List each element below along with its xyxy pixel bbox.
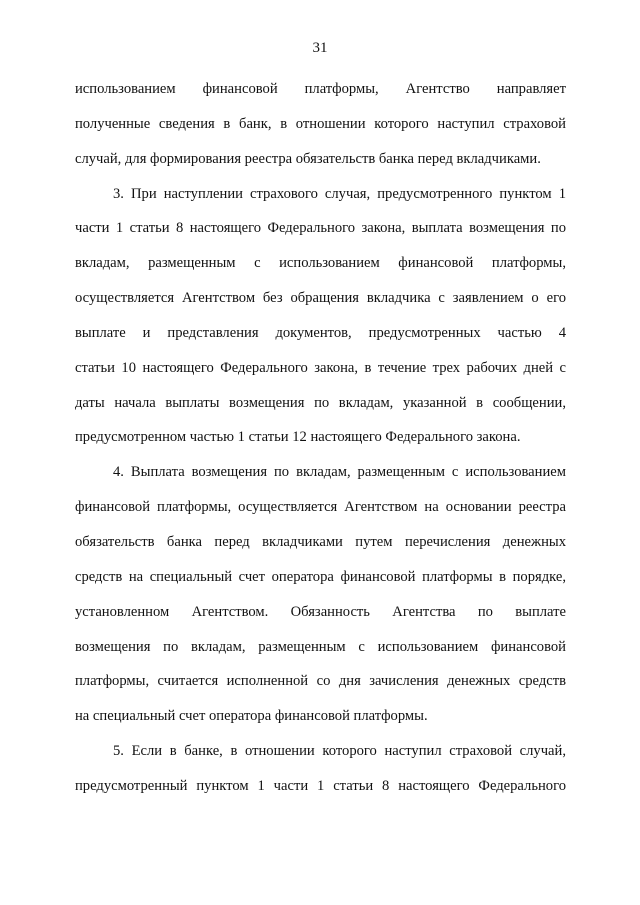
text-line: 4. Выплата возмещения по вкладам, размещенным с использованием bbox=[113, 464, 566, 481]
text-line: выплате и представления документов, предусмотренных частью 4 bbox=[75, 324, 566, 341]
text-line: 3. При наступлении страхового случая, предусмотренного пунктом 1 bbox=[113, 185, 566, 202]
text-line: установленном Агентством. Обязанность Агентства по выплате bbox=[75, 603, 566, 620]
text-line: финансовой платформы, осуществляется Агентством на основании реестра bbox=[75, 499, 566, 516]
text-line: даты начала выплаты возмещения по вкладам, указанной в сообщении, bbox=[75, 394, 566, 411]
text-line: статьи 10 настоящего Федерального закона, в течение трех рабочих дней с bbox=[75, 359, 566, 376]
text-line: на специальный счет оператора финансовой платформы. bbox=[75, 708, 428, 725]
text-line: случай, для формирования реестра обязательств банка перед вкладчиками. bbox=[75, 150, 541, 167]
text-line: использованием финансовой платформы, Агентство направляет bbox=[75, 81, 566, 97]
text-line: средств на специальный счет оператора финансовой платформы в порядке, bbox=[75, 568, 566, 585]
document-body bbox=[75, 79, 566, 811]
text-line: предусмотренный пунктом 1 части 1 статьи 8 настоящего Федерального bbox=[75, 777, 566, 794]
text-line: возмещения по вкладам, размещенным с использованием финансовой bbox=[75, 638, 566, 655]
text-line: предусмотренном частью 1 статьи 12 настоящего Федерального закона. bbox=[75, 429, 521, 446]
text-line: полученные сведения в банк, в отношении которого наступил страховой bbox=[75, 115, 566, 132]
text-line: части 1 статьи 8 настоящего Федерального закона, выплата возмещения по bbox=[75, 220, 566, 237]
text-line: вкладам, размещенным с использованием финансовой платформы, bbox=[75, 255, 566, 272]
text-line: 5. Если в банке, в отношении которого наступил страховой случай, bbox=[113, 743, 566, 760]
page-number: 31 bbox=[312, 40, 328, 56]
text-line: обязательств банка перед вкладчиками путем перечисления денежных bbox=[75, 533, 566, 550]
text-line: платформы, считается исполненной со дня зачисления денежных средств bbox=[75, 673, 566, 690]
text-line: осуществляется Агентством без обращения вкладчика с заявлением о его bbox=[75, 290, 566, 307]
